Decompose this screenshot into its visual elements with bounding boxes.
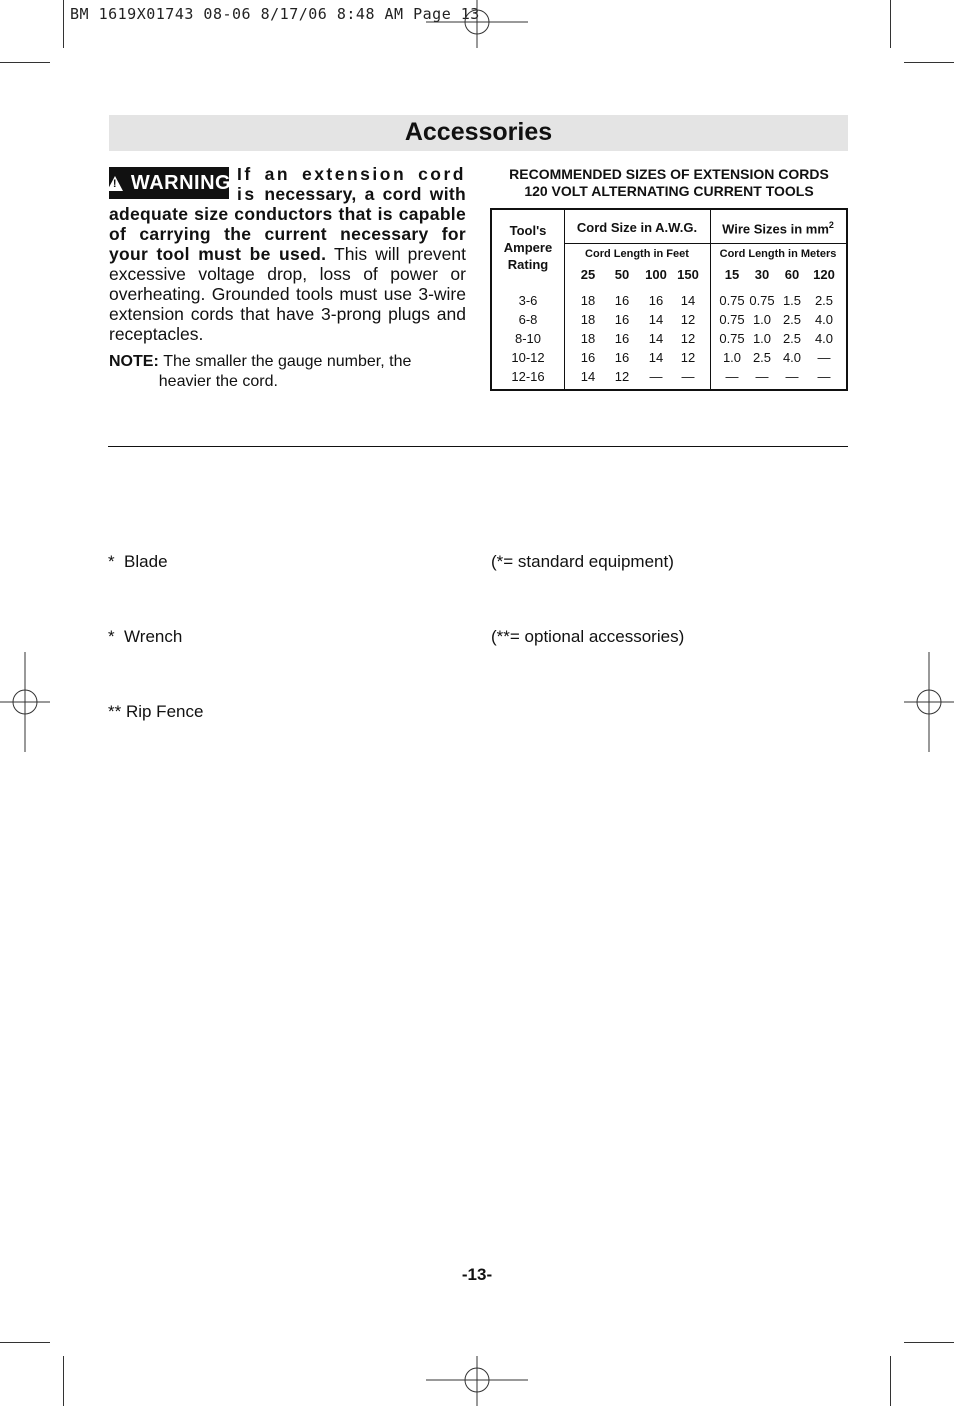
note-label: NOTE:	[109, 353, 159, 370]
warning-normal-text: This will prevent excessive voltage drop, loss of power or overheating. Grounded tools must use 3-wire extension cords that have 3-prong plugs and receptacles.	[109, 244, 466, 344]
equipment-legend	[491, 499, 684, 674]
mm-header: Wire Sizes in $mm^2$	[722, 220, 834, 237]
awg-cell: 16	[614, 331, 630, 346]
table-title	[491, 166, 847, 200]
meter-col-header: 15	[724, 267, 740, 282]
awg-cell: 14	[680, 293, 696, 308]
rating-cell: 10-12	[511, 350, 545, 365]
registration-mark-top	[426, 0, 528, 48]
awg-cell: 18	[580, 312, 596, 327]
col-rating-header: Tool's Ampere Rating	[503, 223, 553, 272]
section-divider	[108, 446, 848, 447]
awg-cell: 14	[580, 369, 596, 384]
warning-label: WARNING	[130, 171, 232, 194]
list-item: * Wrench	[108, 627, 183, 646]
awg-cell: 16	[648, 293, 664, 308]
mm-cell: 2.5	[814, 293, 834, 308]
mm-cell: —	[785, 369, 799, 384]
mm-cell: 2.5	[752, 350, 772, 365]
awg-header: Cord Size in A.W.G.	[576, 220, 698, 235]
rating-cell: 6-8	[518, 312, 538, 327]
mm-cell: 2.5	[782, 312, 802, 327]
note-text: The smaller the gauge number, the heavier the cord.	[158, 353, 416, 390]
mm-cell: 0.75	[749, 293, 775, 308]
print-header: BM 1619X01743 08-06 8/17/06 8:48 AM Page 13	[70, 5, 480, 23]
mm-cell: 4.0	[782, 350, 802, 365]
awg-cell: 16	[614, 350, 630, 365]
awg-cell: 12	[680, 331, 696, 346]
legend-item: (*= standard equipment)	[491, 552, 674, 571]
mm-cell: 1.0	[722, 350, 742, 365]
registration-mark-bottom	[426, 1356, 528, 1406]
legend-item: (**= optional accessories)	[491, 627, 685, 646]
awg-cell: 16	[614, 293, 630, 308]
warning-first-line: If an extension cord is	[237, 164, 466, 204]
awg-cell: 16	[614, 312, 630, 327]
registration-mark-left	[0, 652, 50, 752]
meters-subheader-text: Cord Length in Meters	[719, 248, 837, 260]
awg-cell: 12	[680, 312, 696, 327]
page-title: Accessories	[404, 118, 553, 146]
awg-cell: —	[681, 369, 695, 384]
feet-col-header: 150	[677, 267, 699, 282]
feet-col-header: 100	[645, 267, 667, 282]
registration-mark-right	[904, 652, 954, 752]
feet-col-header: 25	[580, 267, 596, 282]
accessories-list	[108, 499, 203, 749]
rating-cell: 12-16	[511, 369, 545, 384]
awg-cell: 14	[648, 331, 664, 346]
mm-cell: 0.75	[719, 312, 745, 327]
mm-cell: —	[725, 369, 739, 384]
awg-cell: 12	[614, 369, 630, 384]
title-bar	[109, 115, 848, 151]
mm-cell: —	[755, 369, 769, 384]
awg-cell: 16	[580, 350, 596, 365]
feet-subheader: Cord Length in Feet	[585, 248, 689, 260]
meter-col-header: 60	[784, 267, 800, 282]
mm-cell: —	[817, 350, 831, 365]
note	[109, 352, 466, 392]
mm-cell: 4.0	[814, 331, 834, 346]
page-number: -13-	[461, 1265, 493, 1284]
mm-cell: 1.0	[752, 331, 772, 346]
awg-cell: 18	[580, 331, 596, 346]
mm-cell: 1.0	[752, 312, 772, 327]
table-title-line-1: RECOMMENDED SIZES OF EXTENSION CORDS	[509, 166, 829, 182]
warning-paragraph	[109, 164, 466, 344]
meter-col-header: 30	[754, 267, 770, 282]
mm-cell: 2.5	[782, 331, 802, 346]
mm-cell: 1.5	[782, 293, 802, 308]
awg-cell: 18	[580, 293, 596, 308]
warning-bold-text: necessary, a cord with adequate size conductors that is capable of carrying the current necessary for your tool must be used.	[109, 184, 466, 264]
rating-cell: 3-6	[518, 293, 538, 308]
table-title-line-2: 120 VOLT ALTERNATING CURRENT TOOLS	[524, 183, 814, 199]
awg-cell: —	[649, 369, 663, 384]
awg-cell: 14	[648, 350, 664, 365]
meter-col-header: 120	[813, 267, 835, 282]
mm-cell: 4.0	[814, 312, 834, 327]
awg-cell: 14	[648, 312, 664, 327]
rating-cell: 8-10	[514, 331, 542, 346]
feet-col-header: 50	[614, 267, 630, 282]
mm-cell: 0.75	[719, 293, 745, 308]
awg-cell: 12	[680, 350, 696, 365]
mm-cell: —	[817, 369, 831, 384]
list-item: * Blade	[108, 552, 168, 571]
list-item: ** Rip Fence	[108, 702, 204, 721]
extension-cord-table	[490, 208, 848, 391]
mm-cell: 0.75	[719, 331, 745, 346]
